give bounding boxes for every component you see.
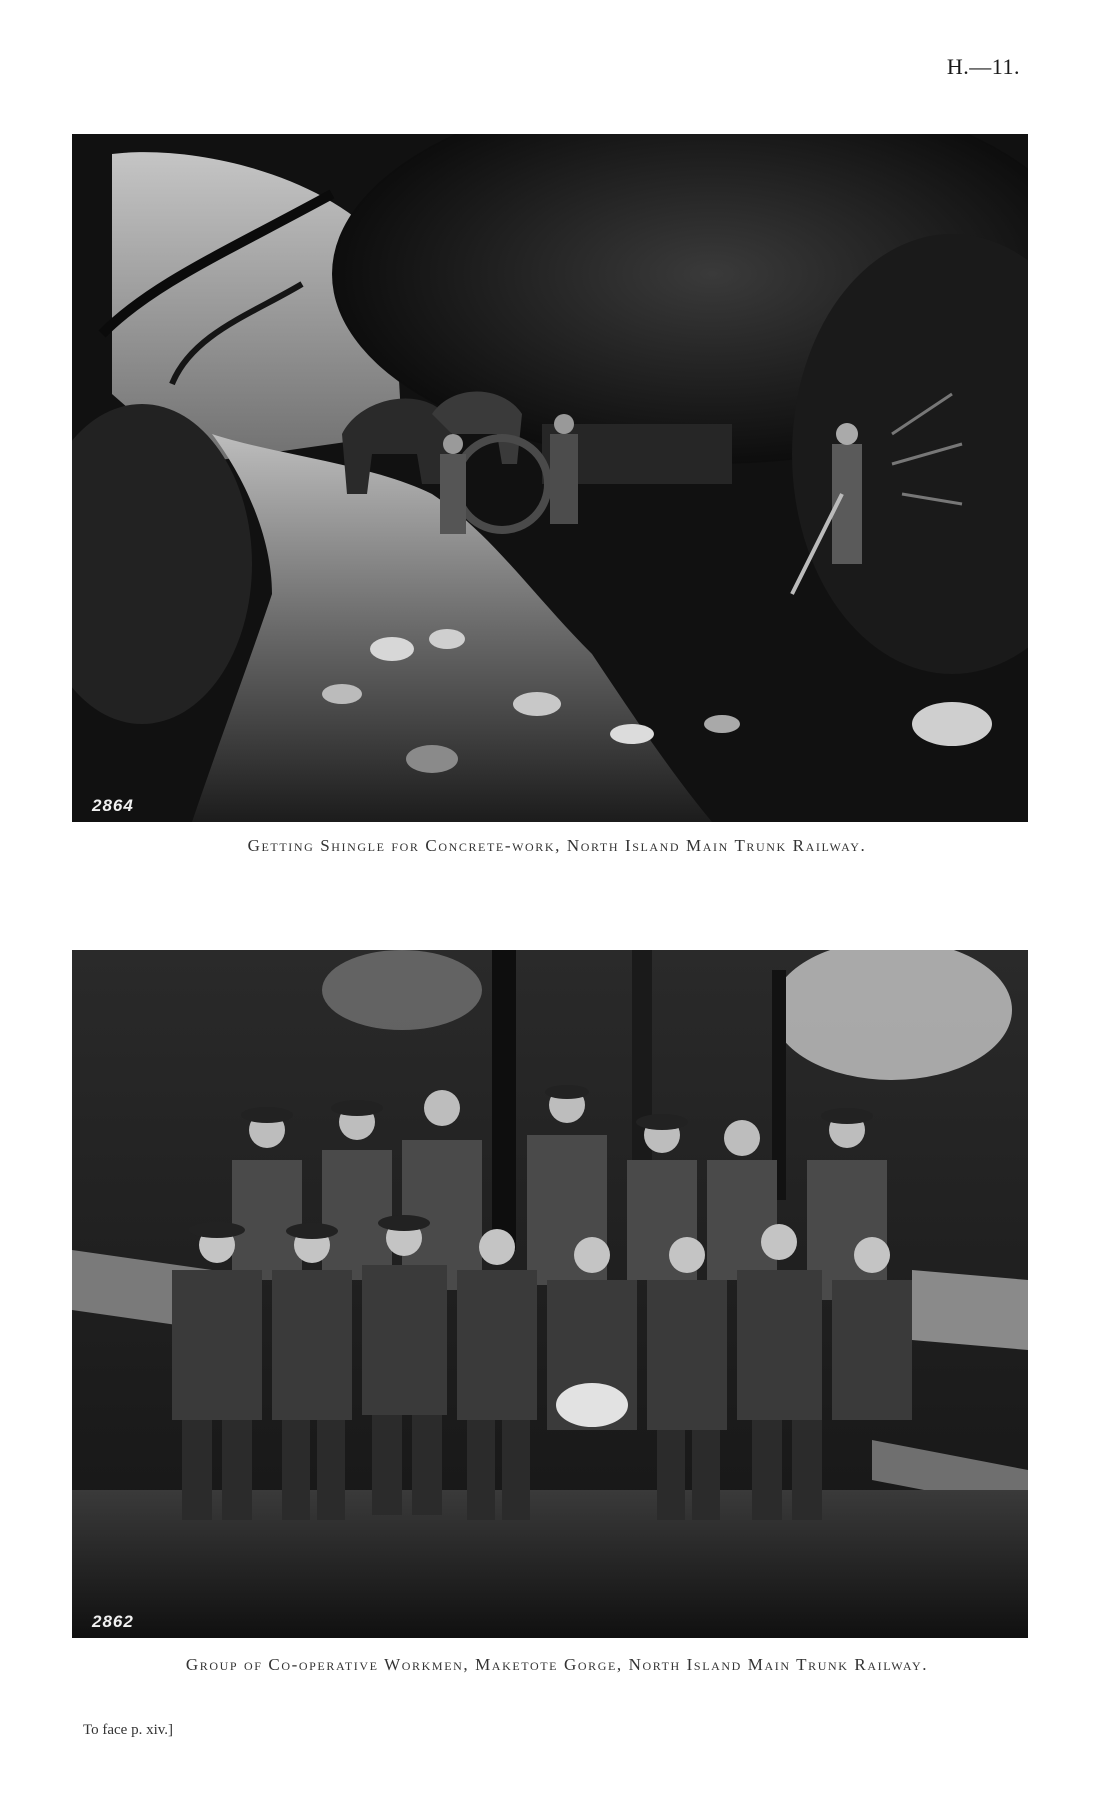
caption-group-of-workmen: Group of Co-operative Workmen, Maketote Gorge, North Island Main Trunk Railway. [185,1655,929,1674]
photo-group-of-workmen [72,950,1028,1638]
caption-getting-shingle: Getting Shingle for Concrete-work, North Island Main Trunk Railway. [247,836,867,855]
page-reference: H.—11. [946,54,1020,79]
shingle-photo-illustration [72,134,1028,822]
facing-page-note: To face p. xiv.] [83,1722,174,1738]
photo-getting-shingle [72,134,1028,822]
plate-number: 2862 [92,1612,134,1631]
plate-number: 2864 [92,796,134,815]
workmen-figures [72,950,1028,1638]
